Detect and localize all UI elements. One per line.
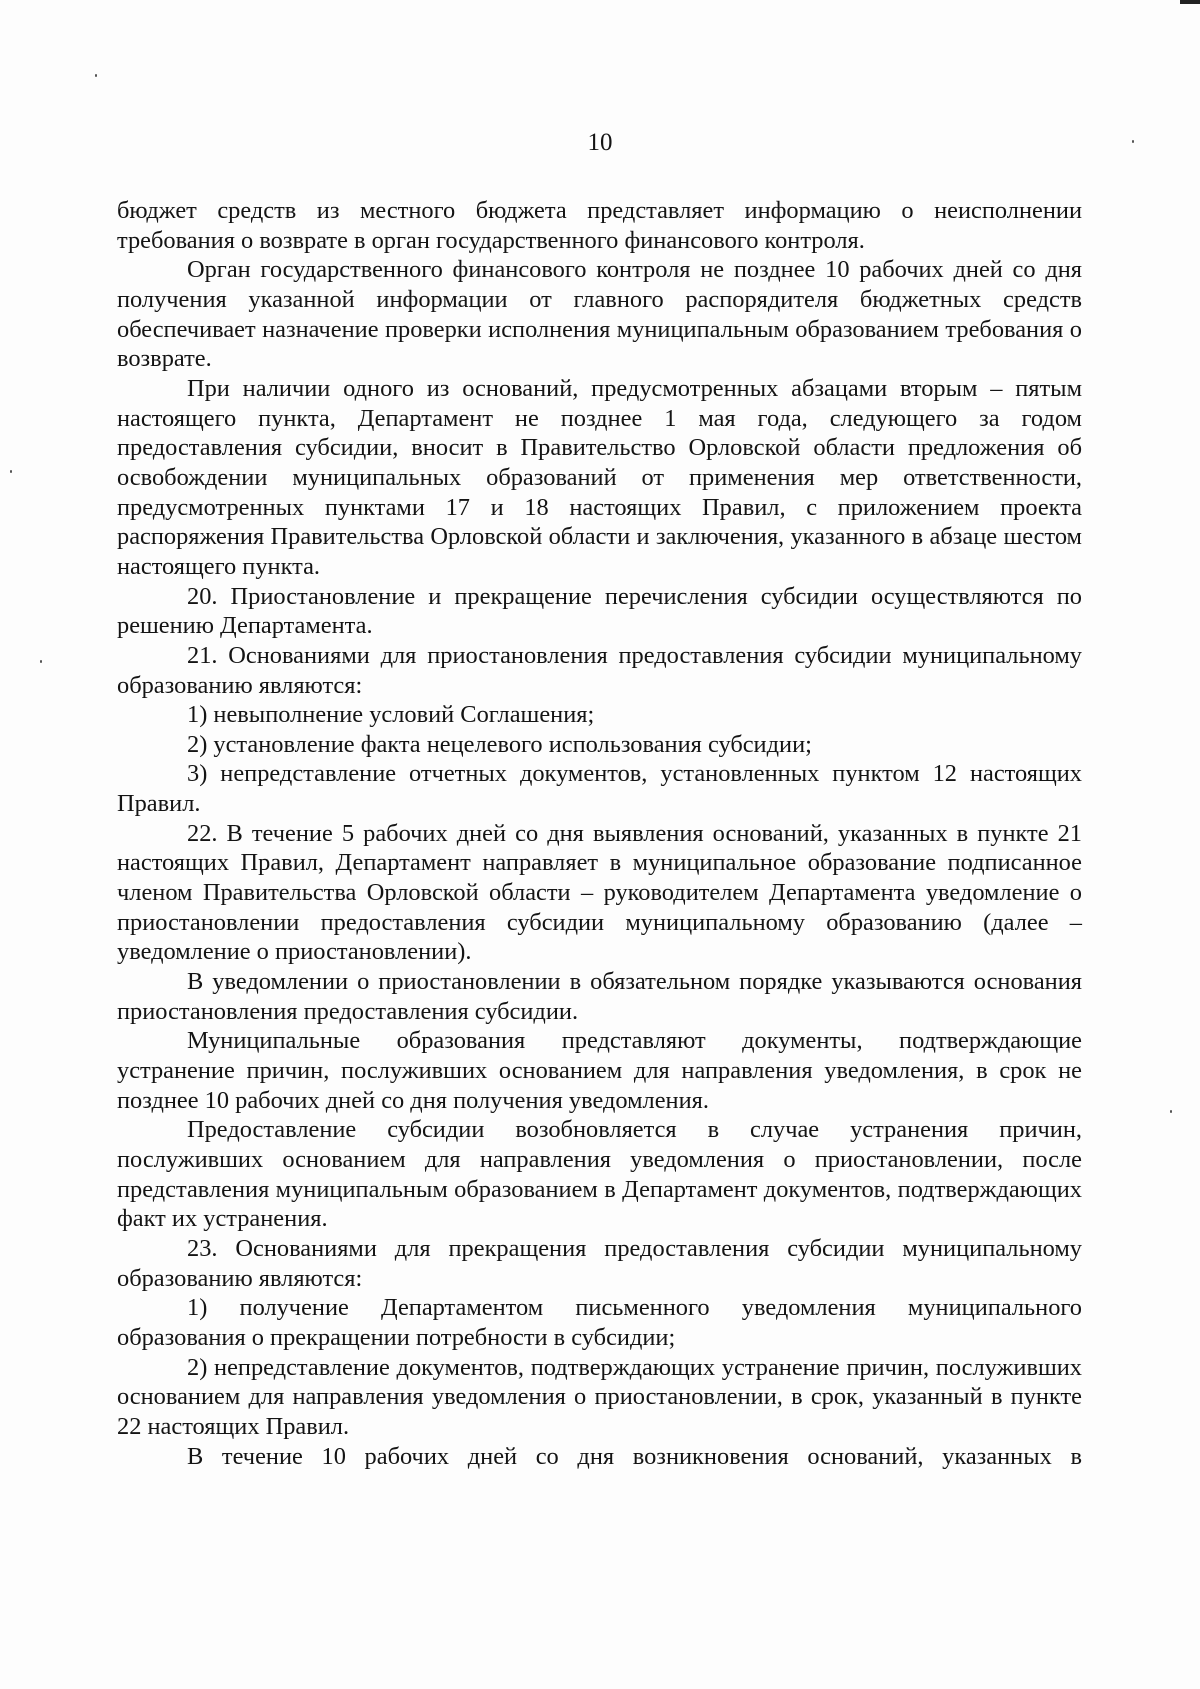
list-item: 2) установление факта нецелевого использования субсидии; [187,730,812,758]
paragraph: 23. Основаниями для прекращения предоставления субсидии муниципальному образованию являются: [117,1234,1082,1292]
paragraph: Муниципальные образования представляют документы, подтверждающие устранение причин, послуживших основанием для направления уведомления, в срок не позднее 10 рабочих дней со дня получения уведомления. [117,1027,1082,1114]
scan-speck [10,470,12,473]
paragraph: Предоставление субсидии возобновляется в случае устранения причин, послуживших основанием для направления уведомления о приостановлении, после представления муниципальным образованием в Департамент документов, подтверждающих факт их устранения. [117,1116,1082,1233]
scan-speck [95,74,97,77]
document-body [117,196,1082,1471]
list-item: 2) непредставление документов, подтверждающих устранение причин, послуживших основанием для направления уведомления о приостановлении, в срок, указанный в пункте 22 настоящих Правил. [117,1353,1082,1440]
list-item: 1) получение Департаментом письменного уведомления муниципального образования о прекращении потребности в субсидии; [117,1294,1082,1351]
scan-speck [1170,1110,1172,1113]
paragraph: бюджет средств из местного бюджета представляет информацию о неисполнении требования о возврате в орган государственного финансового контроля. [117,197,1082,254]
paragraph: 22. В течение 5 рабочих дней со дня выявления оснований, указанных в пункте 21 настоящих Правил, Департамент направляет в муниципальное образование подписанное членом Правительства Орловской области – руководителем Департамента уведомление о приостановлении предоставления субсидии муниципальному образованию (далее – уведомление о приостановлении). [117,819,1082,966]
page-number: 10 [587,129,613,156]
scan-edge-mark [1180,0,1200,4]
list-item: 1) невыполнение условий Соглашения; [187,701,595,729]
list-item: 3) непредставление отчетных документов, установленных пунктом 12 настоящих Правил. [117,760,1082,818]
paragraph: 20. Приостановление и прекращение перечисления субсидии осуществляются по решению Департамента. [117,582,1082,640]
paragraph: В течение 10 рабочих дней со дня возникновения оснований, указанных в [187,1442,1082,1470]
paragraph: 21. Основаниями для приостановления предоставления субсидии муниципальному образованию являются: [117,641,1082,699]
scan-speck [40,660,42,663]
paragraph: В уведомлении о приостановлении в обязательном порядке указываются основания приостановления предоставления субсидии. [117,968,1082,1025]
paragraph: Орган государственного финансового контроля не позднее 10 рабочих дней со дня получения указанной информации от главного распорядителя бюджетных средств обеспечивает назначение проверки исполнения муниципальным образованием требования о возврате. [117,256,1082,373]
paragraph: При наличии одного из оснований, предусмотренных абзацами вторым – пятым настоящего пункта, Департамент не позднее 1 мая года, следующего за годом предоставления субсидии, вносит в Правительство Орловской области предложения об освобождении муниципальных образований от применения мер ответственности, предусмотренных пунктами 17 и 18 настоящих Правил, с приложением проекта распоряжения Правительства Орловской области и заключения, указанного в абзаце шестом настоящего пункта. [117,374,1082,580]
